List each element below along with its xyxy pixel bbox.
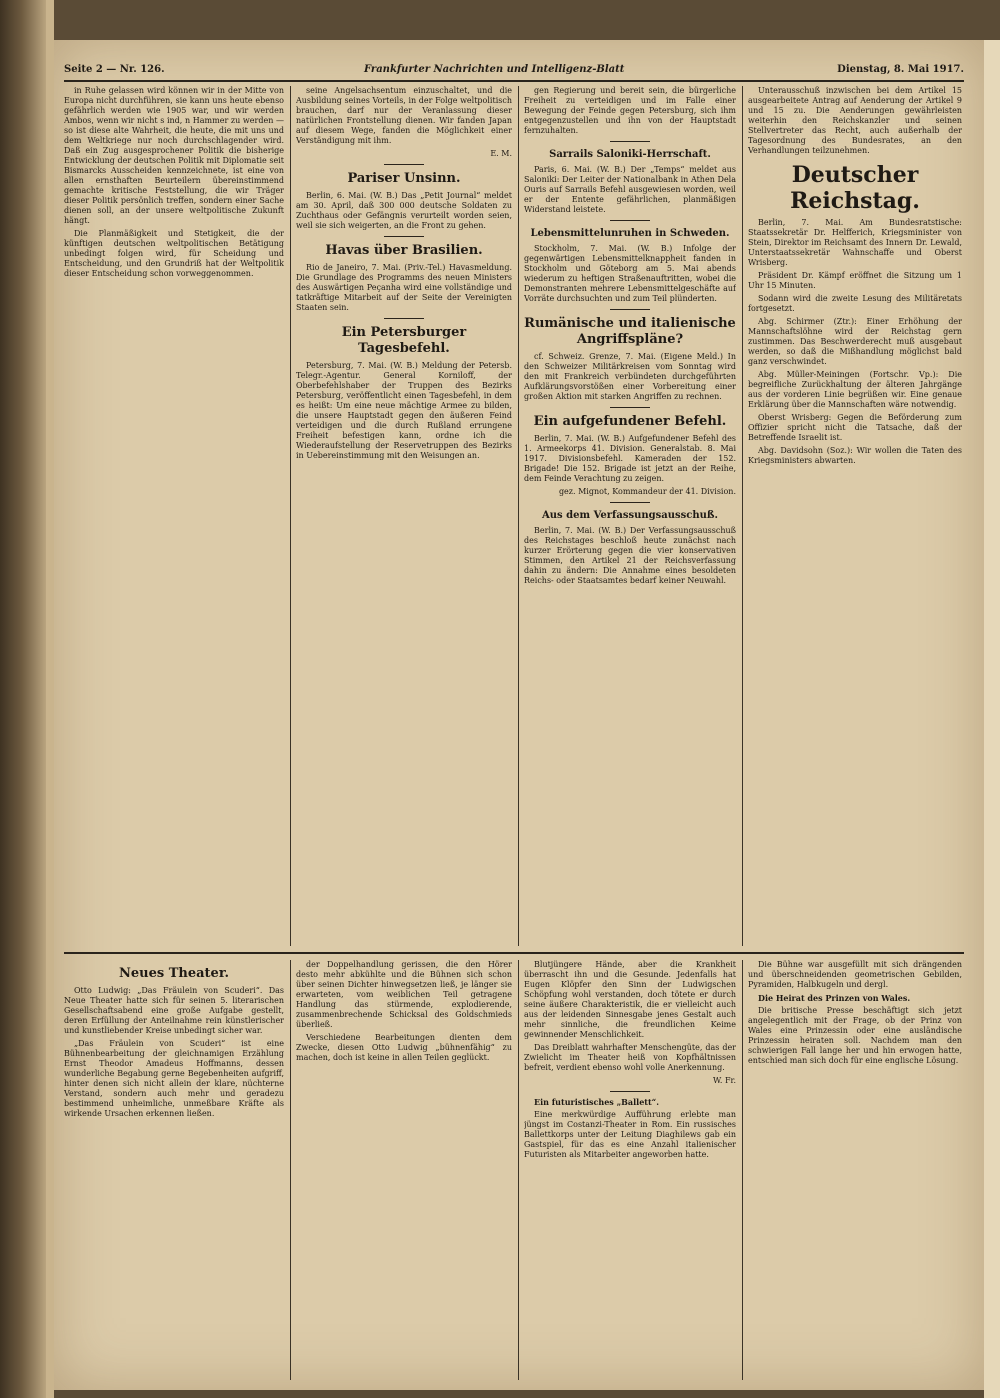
- article-signature: E. M.: [490, 149, 512, 158]
- article-text: in Ruhe gelassen wird können wir in der Mitte von Europa nicht durchführen, sie kann uns heute ebenso gefährlich werden wie 1905 war, und wir werden Ambos, wenn wir nicht s ind, n Hammer zu werden — so ist diese alte Wahrheit, die heute, die mit uns und dem Weltkriege nur noch durchschlagender wird. Daß ein Zug ausgesprochener Politik die bisherige Entwicklung der deutschen Politik mit Diplomatie seit Bismarcks Ausscheiden kennzeichnete, ist eine von allen ernsthaften Beurteilern übereinstimmend gemachte kritische Feststellung, die wir Träger dieser Politik persönlich treffen, sondern einer Sache dienen soll, an der unsere weltpolitische Zukunft hängt.: [64, 86, 284, 225]
- headline-pariser-unsinn: Pariser Unsinn.: [347, 171, 461, 186]
- separator: [610, 220, 650, 221]
- article-text: seine Angelsachsentum einzuschaltet, und die Ausbildung seines Vorteils, in der Folge weltpolitisch brauchen, darf nur der Veranlassung dieser natürlichen Frontstellung dienen. Wir fanden Japan auf diesem Wege, fanden die Möglichkeit einer Verständigung mit ihm.: [296, 86, 512, 145]
- article-text: Petersburg, 7. Mai. (W. B.) Meldung der Petersb. Telegr.-Agentur. General Korniloff, der Oberbefehlshaber der Truppen des Bezirks Petersburg, veröffentlicht einen Tagesbefehl, in dem es heißt: Um eine neue mächtige Armee zu bilden, die unsere Hauptstadt gegen den äußeren Feind verteidigen und die durch Rußland errungene Freiheit befestigen kann, ordne ich die Wiederaufstellung der Reservetruppen des Bezirks in Uebereinstimmung mit den Weisungen an.: [296, 361, 512, 460]
- bottom-column-1: [64, 960, 284, 1380]
- article-text: Präsident Dr. Kämpf eröffnet die Sitzung um 1 Uhr 15 Minuten.: [748, 271, 962, 290]
- headline-heirat-prinz-wales: Die Heirat des Prinzen von Wales.: [758, 993, 911, 1003]
- separator: [384, 236, 424, 237]
- article-text: Blutjüngere Hände, aber die Krankheit überrascht ihn und die Gesunde. Jedenfalls hat Eugen Klöpfer den Sinn der Ludwigschen Schöpfung wohl verstanden, doch tötete er durch seine äußere Charakteristik, die er vielleicht auch aus der leidenden Sinnesgabe jenes Gestalt auch mehr sinnliche, die freundlichen Keime gewinnender Menschlichkeit.: [524, 960, 736, 1039]
- column-rule: [742, 86, 743, 946]
- article-text: Die Bühne war ausgefüllt mit sich drängenden und überschneidenden geometrischen Gebilden, Pyramiden, Halbkugeln und dergl.: [748, 960, 962, 989]
- bottom-column-2: [296, 960, 512, 1380]
- headline-lebensmittelunruhen: Lebensmittelunruhen in Schweden.: [530, 228, 730, 239]
- feuilleton-rule: [64, 952, 964, 954]
- article-text: Abg. Davidsohn (Soz.): Wir wollen die Taten des Kriegsministers abwarten.: [748, 446, 962, 465]
- article-text: Sodann wird die zweite Lesung des Militäretats fortgesetzt.: [748, 294, 962, 313]
- headline-neues-theater: Neues Theater.: [119, 966, 229, 981]
- column-2: [296, 86, 512, 946]
- next-page-edge: [984, 40, 1000, 1398]
- article-text: Paris, 6. Mai. (W. B.) Der „Temps“ meldet aus Saloniki: Der Leiter der Nationalbank in Athen Dela Ouris auf Sarrails Befehl ausgewiesen worden, weil er der Entente gefährlichen, planmäßigen Widerstand leistete.: [524, 165, 736, 214]
- headline-aufgefundener-befehl: Ein aufgefundener Befehl.: [533, 414, 727, 429]
- article-text: der Doppelhandlung gerissen, die den Hörer desto mehr abkühlte und die Bühnen sich schon über seinen Dichter hinwegsetzen ließ, je länger sie erwarteten, vom weiblichen Teil getragene Handlung das stürmende, explodierende, zusammenbrechende Schicksal des Goldschmieds überließ.: [296, 960, 512, 1029]
- article-signature: gez. Mignot, Kommandeur der 41. Division.: [558, 487, 736, 496]
- separator: [610, 502, 650, 503]
- headline-havas-brasilien: Havas über Brasilien.: [325, 243, 483, 258]
- binding-fold: [46, 0, 54, 1398]
- newspaper-title: Frankfurter Nachrichten und Intelligenz-Blatt: [364, 64, 625, 75]
- headline-sarrail: Sarrails Saloniki-Herrschaft.: [549, 149, 711, 160]
- bottom-column-4: [748, 960, 962, 1380]
- headline-petersburger-tagesbefehl: Ein Petersburger Tagesbefehl.: [341, 325, 467, 356]
- separator: [384, 318, 424, 319]
- article-text: Verschiedene Bearbeitungen dienten dem Zwecke, diesen Otto Ludwig „bühnenfähig“ zu machen, doch ist keine in allen Teilen geglückt.: [296, 1033, 512, 1062]
- separator: [610, 309, 650, 310]
- article-text: Berlin, 7. Mai. Am Bundesratstische: Staatssekretär Dr. Helfferich, Kriegsminister von Stein, Direktor im Reichsamt des Innern Dr. Lewald, Unterstaatssekretär Wahnschaffe und Oberst Wrisberg.: [748, 218, 962, 267]
- article-text: Rio de Janeiro, 7. Mai. (Priv.-Tel.) Havasmeldung. Die Grundlage des Programms des neuen Ministers des Auswärtigen Peçanha wird eine vollständige und tatkräftige Mitarbeit auf der Seite der Vereinigten Staaten sein.: [296, 263, 512, 312]
- headline-angriffsplaene: Rumänische und italienische Angriffspläne?: [524, 316, 736, 347]
- separator: [610, 407, 650, 408]
- article-text: Die Planmäßigkeit und Stetigkeit, die der künftigen deutschen weltpolitischen Betätigung unbedingt folgen wird, für Scheidung und Entscheidung, und den Grundriß hat der Weltpolitik dieser Entscheidung schon vorweggenommen.: [64, 229, 284, 278]
- issue-date: Dienstag, 8. Mai 1917.: [837, 64, 964, 75]
- page-header: [64, 60, 964, 82]
- article-text: Stockholm, 7. Mai. (W. B.) Infolge der gegenwärtigen Lebensmittelknappheit fanden in Stockholm und Göteborg am 5. Mai abends wiederum zu heftigen Straßenauftritten, wobei die Demonstranten mehrere Lebensmittelgeschäfte auf Vorräte durchsuchten und zum Teil plünderten.: [524, 244, 736, 303]
- column-rule: [518, 960, 519, 1380]
- column-rule: [290, 960, 291, 1380]
- article-text: Eine merkwürdige Aufführung erlebte man jüngst im Costanzi-Theater in Rom. Ein russisches Ballettkorps unter der Leitung Diaghilews gab ein Gastspiel, für das es eine Anzahl italienischer Futuristen als Mitarbeiter angeworben hatte.: [524, 1110, 736, 1159]
- headline-deutscher-reichstag: Deutscher Reichstag.: [790, 162, 920, 214]
- article-text: „Das Fräulein von Scuderi“ ist eine Bühnenbearbeitung der gleichnamigen Erzählung Ernst Theodor Amadeus Hoffmanns, dessen wunderliche Begabung gerne Begebenheiten aufgriff, hinter denen sich nicht allein der klare, nüchterne Verstand, sondern auch mehr und geradezu bestimmend unheimliche, unmeßbare Kräfte als wirkende Ursachen erkennen ließen.: [64, 1039, 284, 1118]
- headline-verfassungsausschuss: Aus dem Verfassungsausschuß.: [542, 510, 718, 521]
- article-text: Oberst Wrisberg: Gegen die Beförderung zum Offizier spricht nicht die Tatsache, daß der Betreffende Israelit ist.: [748, 413, 962, 442]
- page-number: Seite 2 — Nr. 126.: [64, 64, 165, 75]
- column-1: [64, 86, 284, 946]
- article-text: Berlin, 7. Mai. (W. B.) Aufgefundener Befehl des 1. Armeekorps 41. Division. Generalstab. 8. Mai 1917. Divisionsbefehl. Kameraden der 152. Brigade! Die 152. Brigade ist jetzt an der Reihe, dem Feinde Verachtung zu zeigen.: [524, 434, 736, 483]
- headline-futuristisches-ballett: Ein futuristisches „Ballett“.: [534, 1097, 660, 1107]
- article-text: Berlin, 6. Mai. (W. B.) Das „Petit Journal“ meldet am 30. April, daß 300 000 deutsche Soldaten zu Zuchthaus oder Gefängnis verurteilt worden seien, weil sie sich weigerten, an die Front zu gehen.: [296, 191, 512, 230]
- article-text: Abg. Müller-Meiningen (Fortschr. Vp.): Die begreifliche Zurückhaltung der älteren Jahrgänge aus der vorderen Linie begrüßen wir. Eine genaue Erklärung über die Mannschaften wäre notwendig.: [748, 370, 962, 409]
- article-signature: W. Fr.: [713, 1076, 736, 1085]
- column-rule: [742, 960, 743, 1380]
- column-rule: [290, 86, 291, 946]
- article-text: cf. Schweiz. Grenze, 7. Mai. (Eigene Meld.) In den Schweizer Militärkreisen vom Sonntag wird den mit Frankreich verbündeten durchgeführten Aufklärungsvorstößen einer Vorbereitung einer großen Aktion mit starken Angriffen zu rechnen.: [524, 352, 736, 401]
- separator: [610, 1091, 650, 1092]
- article-text: Abg. Schirmer (Ztr.): Einer Erhöhung der Mannschaftslöhne wird der Reichstag gern zustimmen. Das Beschwerderecht muß ausgebaut werden, so daß die Mißhandlung möglichst bald ganz verschwindet.: [748, 317, 962, 366]
- newspaper-page: [54, 40, 984, 1390]
- article-text: Berlin, 7. Mai. (W. B.) Der Verfassungsausschuß des Reichstages beschloß heute zunächst nach kurzer Erörterung gegen die vier konservativen Stimmen, den Artikel 21 der Reichsverfassung dahin zu ändern: Die Annahme eines besoldeten Reichs- oder Staatsamtes bedarf keiner Neuwahl.: [524, 526, 736, 585]
- page-binding: [0, 0, 54, 1398]
- article-text: Die britische Presse beschäftigt sich jetzt angelegentlich mit der Frage, ob der Prinz von Wales eine Prinzessin oder eine ausländische Prinzessin heiraten soll. Nachdem man den schwierigen Fall lange her und hin erwogen hatte, entschied man sich doch für eine englische Lösung.: [748, 1006, 962, 1065]
- article-text: gen Regierung und bereit sein, die bürgerliche Freiheit zu verteidigen und im Falle einer Bewegung der Feinde gegen Petersburg, sich ihm entgegenzustellen und ihn von der Hauptstadt fernzuhalten.: [524, 86, 736, 135]
- column-rule: [518, 86, 519, 946]
- separator: [384, 164, 424, 165]
- column-3: [524, 86, 736, 946]
- article-text: Otto Ludwig: „Das Fräulein von Scuderi“. Das Neue Theater hatte sich für seinen 5. literarischen Gesellschaftsabend eine große Aufgabe gestellt, deren Erfüllung der Anteilnahme rein künstlerischer und kunstliebender Kreise unbedingt sicher war.: [64, 986, 284, 1035]
- column-4: [748, 86, 962, 946]
- article-text: Das Dreiblatt wahrhafter Menschengüte, das der Zwielicht im Theater heiß von Kopfhältnissen befreit, verdient ebenso wohl volle Anerkennung.: [524, 1043, 736, 1072]
- article-text: Unterausschuß inzwischen bei dem Artikel 15 ausgearbeitete Antrag auf Aenderung der Artikel 9 und 15 zu. Die Aenderungen gewährleisten weiterhin den Reichskanzler und seinen Stellvertreter das Recht, auch außerhalb der Tagesordnung des Bundesrates, an den Verhandlungen teilzunehmen.: [748, 86, 962, 155]
- separator: [610, 141, 650, 142]
- bottom-column-3: [524, 960, 736, 1380]
